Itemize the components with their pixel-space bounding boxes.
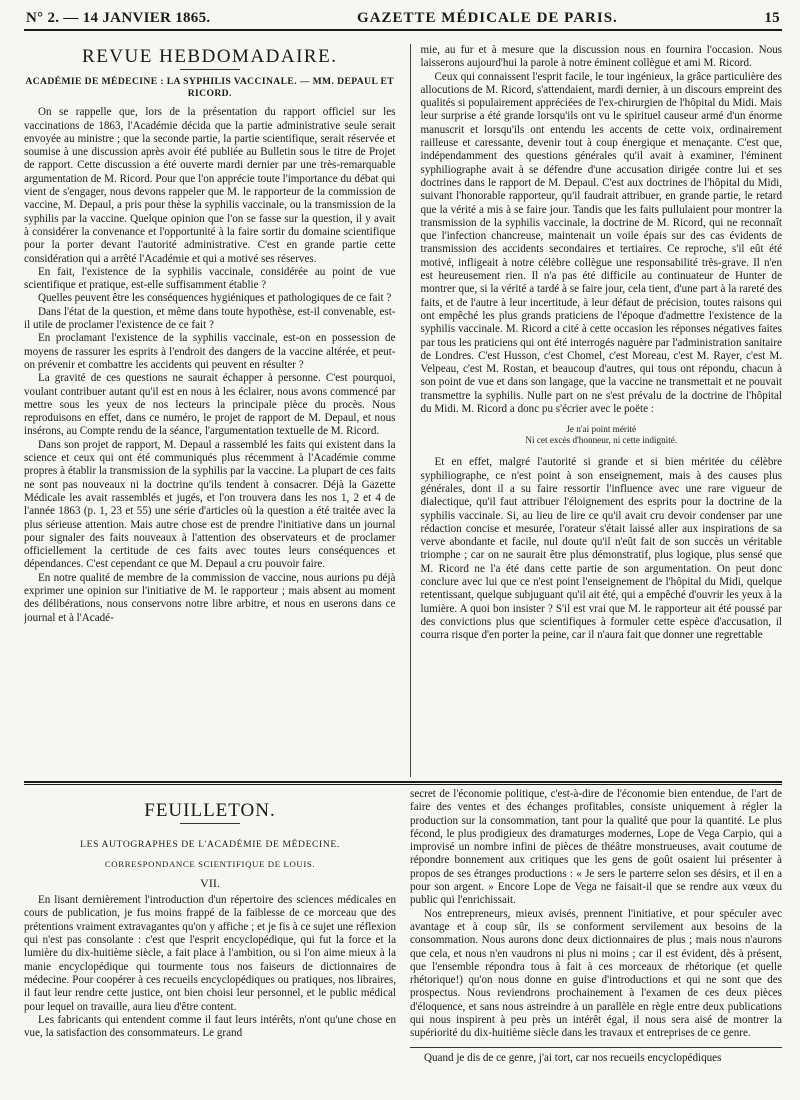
paragraph: secret de l'économie politique, c'est-à-dire de l'économie bien entendue, de l'art de faire des ventes et des échanges profitables, consiste uniquement à régler la production sur la consommation, tant pour la qualité que pour la quantité. Le plus fécond, le plus prodigieux des dramaturges modernes, Lope de Vega Carpio, qui a improvisé un nombre infini de pièces de théâtre monstrueuses, avait coutume de répondre bonnement aux critiques que les gens de goût osaient lui présenter à propos de ses étranges productions : « Je sers le parterre selon ses désirs, et il en a pour son argent. » Encore Lope de Vega ne faisait-il que se rendre aux vœux du public qui l'enrichissait. — [410, 788, 782, 907]
paragraph: Dans son projet de rapport, M. Depaul a rassemblé les faits qui existent dans la science et ceux qui ont été communiqués plus récemment à l'Académie comme propres à établir la transmission de la syphilis par la vaccine. La plupart de ces faits ne sont pas nouveaux ni la doctrine qu'ils tendent à consacrer. Déjà la Gazette Médicale les avait rassemblés et jugés, et l'on trouvera dans les nos 1, 2 et 4 de l'année 1863 (p. 1, 23 et 55) une série d'articles où la question a été traitée avec la plus sérieuse attention. Mais autre chose est de prendre l'initiative dans un journal pour signaler des faits nouveaux à l'attention des observateurs et de proclamer officiellement la certitude de ces faits avec toutes leurs conséquences et dépendances. C'est cependant ce que M. Depaul a cru pouvoir faire. — [24, 438, 396, 571]
feuilleton-title: FEUILLETON. — [144, 800, 276, 821]
end-rule — [410, 1047, 782, 1048]
section-divider-thin — [24, 784, 782, 785]
paragraph: Nos entrepreneurs, mieux avisés, prennent l'initiative, et pour spéculer avec avantage et à coup sûr, ils se conforment servilement aux besoins de la consommation. Nous aurons donc deux dictionnaires de plus ; mais nous n'aurons que cela, et nous n'en vaudrons ni plus ni moins ; car il est évident, dès à présent, que l'ensemble répondra tous à fait à ces morceaux de rhétorique (et quelle rhétorique!) qu'on nous donne en guise d'introductions et qui ne sont que des prospectus. Nous reviendrons prochainement à l'examen de ces deux pièces d'éloquence, et sans nous astreindre à un parallèle en règle entre deux publications qui nous inspirent à peu près un intérêt égal, il nous sera aisé de montrer la supériorité du dix-huitième siècle dans les travaux et entreprises de ce genre. — [410, 907, 782, 1040]
verse-line: Ni cet excès d'honneur, ni cette indignité. — [525, 435, 678, 446]
section-divider — [24, 781, 782, 783]
newspaper-page — [24, 10, 782, 1090]
paragraph: Dans l'état de la question, et même dans toute hypothèse, est-il convenable, est-il utile de proclamer l'existence de ce fait ? — [24, 305, 396, 332]
revue-right-inner — [411, 44, 783, 642]
feuilleton-series: LES AUTOGRAPHES DE L'ACADÉMIE DE MÉDECINE. — [80, 839, 340, 851]
revue-subtitle: ACADÉMIE DE MÉDECINE : LA SYPHILIS VACCINALE. — MM. DEPAUL ET RICORD. — [25, 76, 395, 100]
verse-line: Je n'ai point mérité — [566, 424, 637, 435]
feuilleton-subseries: CORRESPONDANCE SCIENTIFIQUE DE LOUIS. — [104, 858, 316, 869]
paragraph: En proclamant l'existence de la syphilis vaccinale, est-on en possession de moyens de rassurer les esprits à l'endroit des dangers de la vaccine altérée, et peut-on prévenir et combattre les accidents qui peuvent en résulter ? — [24, 332, 396, 371]
issue-date: N° 2. — 14 JANVIER 1865. — [26, 10, 211, 26]
title-rule — [180, 823, 240, 824]
feuilleton-left-column — [24, 788, 396, 1088]
paragraph: En fait, l'existence de la syphilis vaccinale, considérée au point de vue scientifique et pratique, est-elle suffisamment établie ? — [24, 265, 396, 292]
title-rule — [180, 69, 240, 70]
feuilleton-section — [24, 788, 782, 1088]
revue-right-column — [410, 44, 783, 777]
chapter-number: VII. — [200, 875, 220, 890]
verse-quote — [421, 424, 783, 446]
revue-title: REVUE HEBDOMADAIRE. — [82, 46, 338, 67]
paragraph: En lisant dernièrement l'introduction d'un répertoire des sciences médicales en cours de publication, je fus moins frappé de la faiblesse de ce morceau que des prétentions vraiment extravagantes qu'on y affiche ; et je fis à ce sujet une réflexion qui n'est pas consolante : c'est que l'esprit encyclopédique, qui fut la force et la lumière du dix-huitième siècle, a fait place à l'ambition, ou si l'on aime mieux à la manie encyclopédique qui tourmente tous nos faiseurs de dictionnaires de médecine. Pour coopérer à ces recueils encyclopédiques ou pratiques, nos libraires, il faut leur rendre cette justice, ont bien choisi leur personnel, et le public médical pour lequel on travaille, aura lieu d'être content. — [24, 894, 396, 1013]
paragraph: Ceux qui connaissent l'esprit facile, le tour ingénieux, la grâce particulière des allocutions de M. Ricord, s'attendaient, mardi dernier, à un discours empreint des qualités si populairement appréciées de l'ex-chirurgien de l'hôpital du Midi. Mais leur surprise a été grande lorsqu'ils ont vu le spirituel causeur armé d'un énorme manuscrit et lorsqu'ils ont entendu les accents de cette voix, ordinairement railleuse et caressante, devenir tout à coup énergique et menaçante. C'est que, indépendamment des questions générales qu'il avait à examiner, l'éminent syphiliographe avait à se défendre d'une accusation dirigée contre lui et ses doctrines dans le rapport de M. Depaul. C'est aux doctrines de l'hôpital du Midi, suivant l'honorable rapporteur, qu'il faudrait attribuer, en grande partie, le retard que la vérité a mis à se faire jour. Tandis que les faits pullulaient pour montrer la transmission de la syphilis vaccinale, la doctrine de M. Ricord, qui ne reconnaît que l'infection chancreuse, maintenait un voile épais sur des cas évidents de transmission des accidents secondaires et tertiaires. Ce reproche, s'il eût été motivé, infligeait à notre célèbre collègue une responsabilité très-grave. Il n'en est heureusement rien. Il n'a pas été difficile au continuateur de Hunter de montrer que, si la vérité a tardé à se faire jour, cela tient, d'une part à la rareté des faits, et de l'autre à leur incertitude, à leur défaut de précision, toutes raisons qui ont empêché les plus grands praticiens de l'époque d'admettre l'existence de la syphilis vaccinale. M. Ricord a cité à cette occasion les réponses négatives faites par tous les praticiens qui ont été interrogés naguère par l'administration sanitaire de Londres. C'est Husson, c'est Chomel, c'est Moreau, c'est M. Rayer, c'est M. Velpeau, c'est M. Rostan, et beaucoup d'autres, qui tous ont répondu, chacun à son point de vue et dans son langage, que la vaccine ne transmettait et ne pouvait transmettre la syphilis. Nulle part on ne s'est prévalu de la doctrine de l'hôpital du Midi. M. Ricord a donc pu s'écrier avec le poëte : — [420, 70, 782, 416]
paragraph: En notre qualité de membre de la commission de vaccine, nous aurions pu déjà exprimer une opinion sur l'initiative de M. le rapporteur ; mais absent au moment des délibérations, nous conservons notre libre arbitre, et nous en userons dans ce journal et à l'Acadé- — [24, 571, 396, 624]
page-number: 15 — [764, 10, 780, 26]
paragraph: La gravité de ces questions ne saurait échapper à personne. C'est pourquoi, voulant contribuer autant qu'il est en nous à les éclairer, nous avons commencé par mettre sous les yeux de nos lecteurs la principale pièce du procès. Nous reproduisons en effet, dans ce numéro, le projet de rapport de M. Depaul, et nous insérons, au Compte rendu de la séance, l'argumentation textuelle de M. Ricord. — [24, 372, 396, 438]
revue-columns — [24, 44, 782, 777]
paragraph: Et en effet, malgré l'autorité si grande et si bien méritée du célèbre syphiliographe, ce n'est point à son enseignement, mais à des causes plus générales, dont il a su faire ressortir l'influence avec une rare vigueur de dialectique, qu'il faut attribuer l'éloignement des esprits pour la doctrine de la syphilis vaccinale. Si, au lieu de lire ce qu'il avait cru devoir condenser par une rédaction concise et mesurée, l'orateur s'était laissé aller aux inspirations de sa verve abondante et facile, nul doute qu'il n'eût fait de son succès un véritable triomphe ; car on ne saurait être plus démonstratif, plus logique, plus sensé que M. Ricord ne l'a été dans cette partie de son argumentation. On peut donc conclure avec lui que ce n'est point l'enseignement de l'hôpital du Midi, quelque retentissant, quelque subjuguant qu'il ait été, qui a empêché d'ouvrir les yeux à la lumière. A quoi bon insister ? S'il est vrai que M. le rapporteur ait été poussé par des convictions plus que scientifiques à formuler cette espèce d'accusation, il courra risque d'en porter la peine, car il n'aura fait que donner une regrettable — [420, 456, 782, 642]
paragraph: Quelles peuvent être les conséquences hygiéniques et pathologiques de ce fait ? — [38, 292, 392, 305]
revue-left-column — [24, 44, 396, 777]
paragraph: On se rappelle que, lors de la présentation du rapport officiel sur les vaccinations de 1863, l'Académie décida que la partie administrative seule serait envoyée au ministre ; que la seconde partie, la partie scientifique, serait réservée et soumise à une discussion après avoir été publiée au Bulletin sous le titre de Projet de rapport. Cette discussion a été ouverte mardi dernier par une très-remarquable argumentation de M. Ricord. Pour que l'on apprécie toute l'importance du débat qui vient de s'engager, nous devons rappeler que M. le rapporteur de la commission de vaccine, M. Depaul, a pris pour thèse la syphilis vaccinale, ou la transmission de la syphilis par la vaccine. Quelque opinion que l'on se fasse sur la question, il y avait à considérer la convenance et l'opportunité à la faire sortir du domaine scientifique pour la porter devant l'autorité administrative. C'est en grande partie cette considération qui a arrêté l'Académie et qui a motivé ses réserves. — [24, 106, 396, 265]
paragraph: mie, au fur et à mesure que la discussion nous en fournira l'occasion. Nous laisserons aujourd'hui la parole à notre éminent collègue et ami M. Ricord. — [420, 44, 782, 70]
feuilleton-right-column — [410, 788, 782, 1088]
paragraph: Quand je dis de ce genre, j'ai tort, car nos recueils encyclopédiques — [424, 1051, 722, 1064]
page-header — [24, 10, 782, 31]
journal-title: GAZETTE MÉDICALE DE PARIS. — [357, 10, 618, 26]
paragraph: Les fabricants qui entendent comme il faut leurs intérêts, n'ont qu'une chose en vue, la satisfaction des consommateurs. Le grand — [24, 1013, 396, 1040]
